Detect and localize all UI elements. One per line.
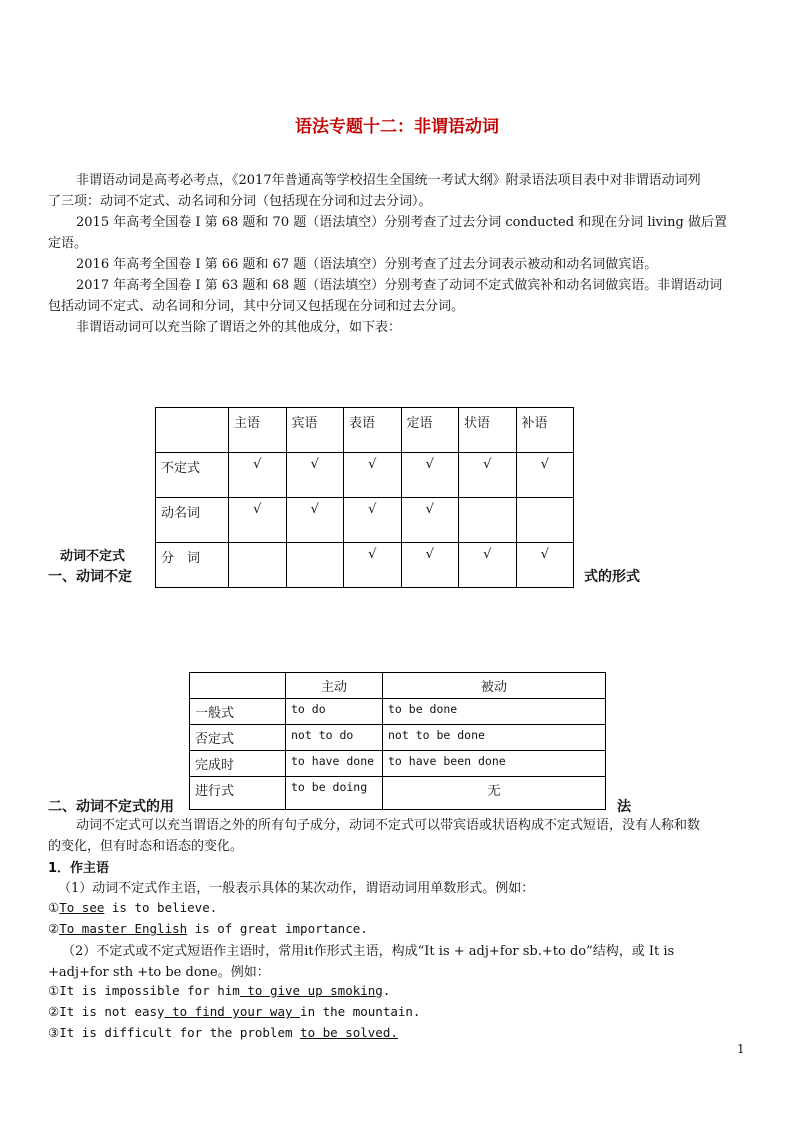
row-label: 不定式 [156, 453, 229, 498]
example-5 [48, 1025, 398, 1040]
form-table-header [190, 673, 606, 699]
form-table [189, 672, 606, 810]
section2-desc-b: 的变化，但有时态和语态的变化。 [48, 839, 244, 854]
rule-2a: （2）不定式或不定式短语作主语时，常用it作形式主语，构成“It is + adj+for sb.+to do”结构，或 It is [62, 944, 675, 959]
intro-paragraph-4b: 包括动词不定式、动名词和分词，其中分词又包括现在分词和过去分词。 [48, 299, 465, 314]
row-label: 动名词 [156, 498, 229, 543]
check-cell [459, 498, 517, 543]
passive-form: to have been done [383, 751, 606, 777]
header-cell: 主动 [286, 673, 383, 699]
example-underlined: to be solved. [300, 1025, 398, 1040]
table-row [190, 751, 606, 777]
header-cell: 主语 [229, 408, 287, 453]
example-pre: It is not easy [59, 1004, 165, 1019]
function-table [155, 407, 574, 588]
intro-paragraph-2a: 2015 年高考全国卷 I 第 68 题和 70 题（语法填空）分别考查了过去分词 conducted 和现在分词 living 做后置 [76, 215, 727, 230]
check-cell: √ [286, 498, 344, 543]
check-cell: √ [229, 498, 287, 543]
subsection1-heading: 1．作主语 [48, 861, 110, 876]
intro-paragraph-1b: 了三项：动词不定式、动名词和分词（包括现在分词和过去分词）。 [48, 194, 432, 209]
header-cell: 状语 [459, 408, 517, 453]
passive-form: 无 [383, 777, 606, 810]
check-cell: √ [344, 498, 402, 543]
check-cell [229, 543, 287, 588]
header-cell [190, 673, 286, 699]
example-underlined: To see [59, 900, 105, 915]
check-cell: √ [401, 498, 459, 543]
section1-heading-top: 动词不定式 [60, 549, 126, 564]
check-cell: √ [344, 543, 402, 588]
row-label: 否定式 [190, 725, 286, 751]
table-row [156, 453, 574, 498]
example-number: ③ [48, 1025, 60, 1040]
header-cell [156, 408, 229, 453]
example-underlined: to find your way [164, 1004, 301, 1019]
passive-form: to be done [383, 699, 606, 725]
section1-heading-left: 一、动词不定 [48, 569, 132, 585]
table-row [156, 498, 574, 543]
example-underlined: to give up smoking [239, 983, 383, 998]
example-3 [48, 983, 390, 998]
example-number: ① [48, 983, 60, 998]
example-post: in the mountain. [300, 1004, 421, 1019]
example-number: ② [48, 1004, 60, 1019]
intro-paragraph-5: 非谓语动词可以充当除了谓语之外的其他成分，如下表： [76, 320, 402, 335]
table-row [190, 725, 606, 751]
function-table-header [156, 408, 574, 453]
header-cell: 定语 [401, 408, 459, 453]
example-rest: is of great importance. [187, 921, 368, 936]
header-cell: 宾语 [286, 408, 344, 453]
intro-paragraph-2b: 定语。 [48, 236, 88, 251]
page-number: 1 [737, 1042, 745, 1056]
section2-heading-left: 二、动词不定式的用 [48, 799, 174, 815]
section2-heading-right: 法 [617, 799, 631, 815]
page-title: 语法专题十二：非谓语动词 [295, 117, 499, 137]
active-form: to be doing [286, 777, 383, 810]
row-label: 分 词 [156, 543, 229, 588]
check-cell: √ [401, 543, 459, 588]
table-row [190, 699, 606, 725]
check-cell: √ [459, 453, 517, 498]
example-number: ② [48, 921, 60, 936]
check-cell: √ [229, 453, 287, 498]
header-cell: 补语 [516, 408, 574, 453]
example-number: ① [48, 900, 60, 915]
check-cell: √ [286, 453, 344, 498]
passive-form: not to be done [383, 725, 606, 751]
rule-2b: +adj+for sth +to be done。例如： [48, 965, 270, 980]
section1-heading-right: 式的形式 [584, 569, 640, 585]
active-form: to do [286, 699, 383, 725]
check-cell: √ [344, 453, 402, 498]
rule-1: （1）动词不定式作主语，一般表示具体的某次动作，谓语动词用单数形式。例如： [58, 881, 535, 896]
row-label: 一般式 [190, 699, 286, 725]
header-cell: 表语 [344, 408, 402, 453]
row-label: 完成时 [190, 751, 286, 777]
check-cell [516, 498, 574, 543]
active-form: to have done [286, 751, 383, 777]
intro-paragraph-3: 2016 年高考全国卷 I 第 66 题和 67 题（语法填空）分别考查了过去分词表示被动和动名词做宾语。 [76, 257, 658, 272]
intro-paragraph-1a: 非谓语动词是高考必考点，《2017年普通高等学校招生全国统一考试大纲》附录语法项目表中对非谓语动词列 [76, 173, 701, 188]
example-4 [48, 1004, 420, 1019]
check-cell: √ [516, 453, 574, 498]
example-pre: It is impossible for him [59, 983, 240, 998]
example-rest: is to believe. [104, 900, 218, 915]
check-cell: √ [401, 453, 459, 498]
check-cell: √ [516, 543, 574, 588]
row-label: 进行式 [190, 777, 286, 810]
example-underlined: To master English [59, 921, 188, 936]
table-row [156, 543, 574, 588]
active-form: not to do [286, 725, 383, 751]
section2-desc-a: 动词不定式可以充当谓语之外的所有句子成分，动词不定式可以带宾语或状语构成不定式短语，没有人称和数 [76, 818, 701, 833]
example-1 [48, 900, 217, 915]
table-row [190, 777, 606, 810]
header-cell: 被动 [383, 673, 606, 699]
example-post: . [382, 983, 391, 998]
intro-paragraph-4a: 2017 年高考全国卷 I 第 63 题和 68 题（语法填空）分别考查了动词不定式做宾补和动名词做宾语。非谓语动词 [76, 278, 723, 293]
example-2 [48, 921, 368, 936]
example-pre: It is difficult for the problem [59, 1025, 301, 1040]
check-cell: √ [459, 543, 517, 588]
check-cell [286, 543, 344, 588]
